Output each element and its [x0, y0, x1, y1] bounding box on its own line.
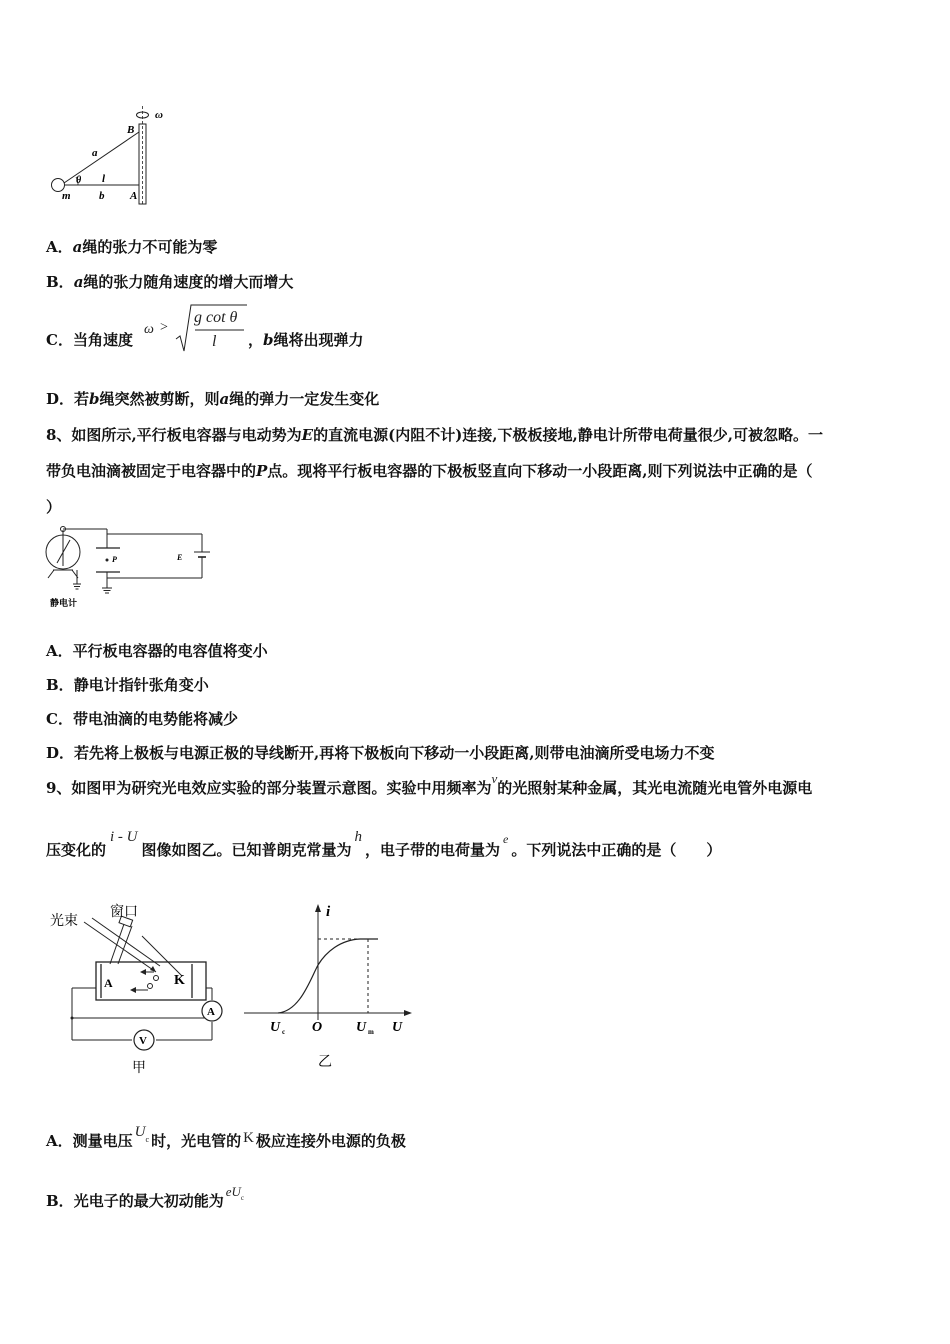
- q7-option-c: C．当角速度: [46, 331, 133, 349]
- q9-option-b: B．光电子的最大初动能为$eU^c$: [46, 1184, 244, 1210]
- label-beam: 光束: [50, 914, 78, 929]
- q9-iu-graph-figure: [240, 900, 420, 1080]
- label-theta: θ: [76, 175, 82, 186]
- label-P: P: [112, 555, 117, 564]
- q7-option-d: D．若b绳突然被剪断，则a绳的弹力一定发生变化: [46, 390, 380, 408]
- q8-option-a: A．平行板电容器的电容值将变小: [46, 642, 268, 660]
- label-E: E: [177, 553, 183, 562]
- label-ammeter: A: [207, 1006, 215, 1018]
- q8-stem-line3: ）: [46, 498, 62, 516]
- label-m: m: [62, 190, 71, 202]
- label-window: 窗口: [110, 905, 138, 920]
- q8-capacitor-circuit-figure: [40, 526, 220, 610]
- q8-option-c: C．带电油滴的电势能将减少: [46, 710, 238, 728]
- label-b: b: [99, 190, 105, 202]
- label-a: a: [92, 147, 98, 159]
- q8-option-d: D．若先将上极板与电源正极的导线断开,再将下极板向下移动一小段距离,则带电油滴所受电场力不变: [46, 744, 715, 762]
- fraction-numerator: g cot θ: [194, 309, 238, 326]
- label-O: O: [312, 1020, 323, 1035]
- q9-stem-line1: 9、如图甲为研究光电效应实验的部分装置示意图。实验中用频率为ν的光照射某种金属，其光电流随光电管外电源电: [46, 771, 813, 797]
- label-U-axis: U: [392, 1020, 403, 1035]
- q9-phototube-circuit-figure: [44, 900, 234, 1080]
- label-voltmeter: V: [139, 1035, 147, 1047]
- fraction-denominator: l: [212, 333, 217, 350]
- q8-option-b: B．静电计指针张角变小: [46, 676, 209, 694]
- q9-stem-line2: 压变化的i - U图像如图乙。已知普朗克常量为h，电子带的电荷量为$^e$。下列说法中正确的是（ ）: [46, 829, 722, 859]
- label-A: A: [130, 190, 138, 202]
- label-B: B: [127, 124, 135, 136]
- q7-option-a: A．a绳的张力不可能为零: [46, 238, 218, 256]
- q7-option-c-tail: ，b绳将出现弹力: [248, 331, 364, 349]
- caption-jia: 甲: [132, 1061, 146, 1076]
- label-omega: ω: [155, 109, 163, 121]
- label-Um: U: [356, 1020, 367, 1035]
- label-anode: A: [104, 976, 113, 990]
- q8-stem-line1: 8、如图所示,平行板电容器与电动势为E的直流电源(内阻不计)连接,下极板接地,静电计所带电荷量很少,可被忽略。一: [46, 426, 823, 444]
- caption-yi: 乙: [318, 1055, 332, 1070]
- omega-symbol: ω: [144, 322, 154, 337]
- q8-stem-line2: 带负电油滴被固定于电容器中的P点。现将平行板电容器的下极板竖直向下移动一小段距离,则下列说法中正确的是（: [46, 462, 813, 480]
- electrometer-caption: 静电计: [50, 598, 78, 608]
- label-Um-sub: m: [368, 1028, 374, 1036]
- q7-rotating-rope-figure: [44, 104, 184, 210]
- greater-than: >: [160, 320, 168, 335]
- label-Uc: U: [270, 1020, 281, 1035]
- label-l: l: [102, 173, 106, 185]
- label-Uc-sub: c: [282, 1028, 286, 1036]
- label-i: i: [326, 904, 331, 920]
- label-cathode: K: [174, 973, 185, 988]
- q9-option-a: A．测量电压 $U^c$ 时，光电管的 K 极应连接外电源的负极: [46, 1124, 406, 1150]
- q7-option-b: B．a绳的张力随角速度的增大而增大: [46, 273, 294, 291]
